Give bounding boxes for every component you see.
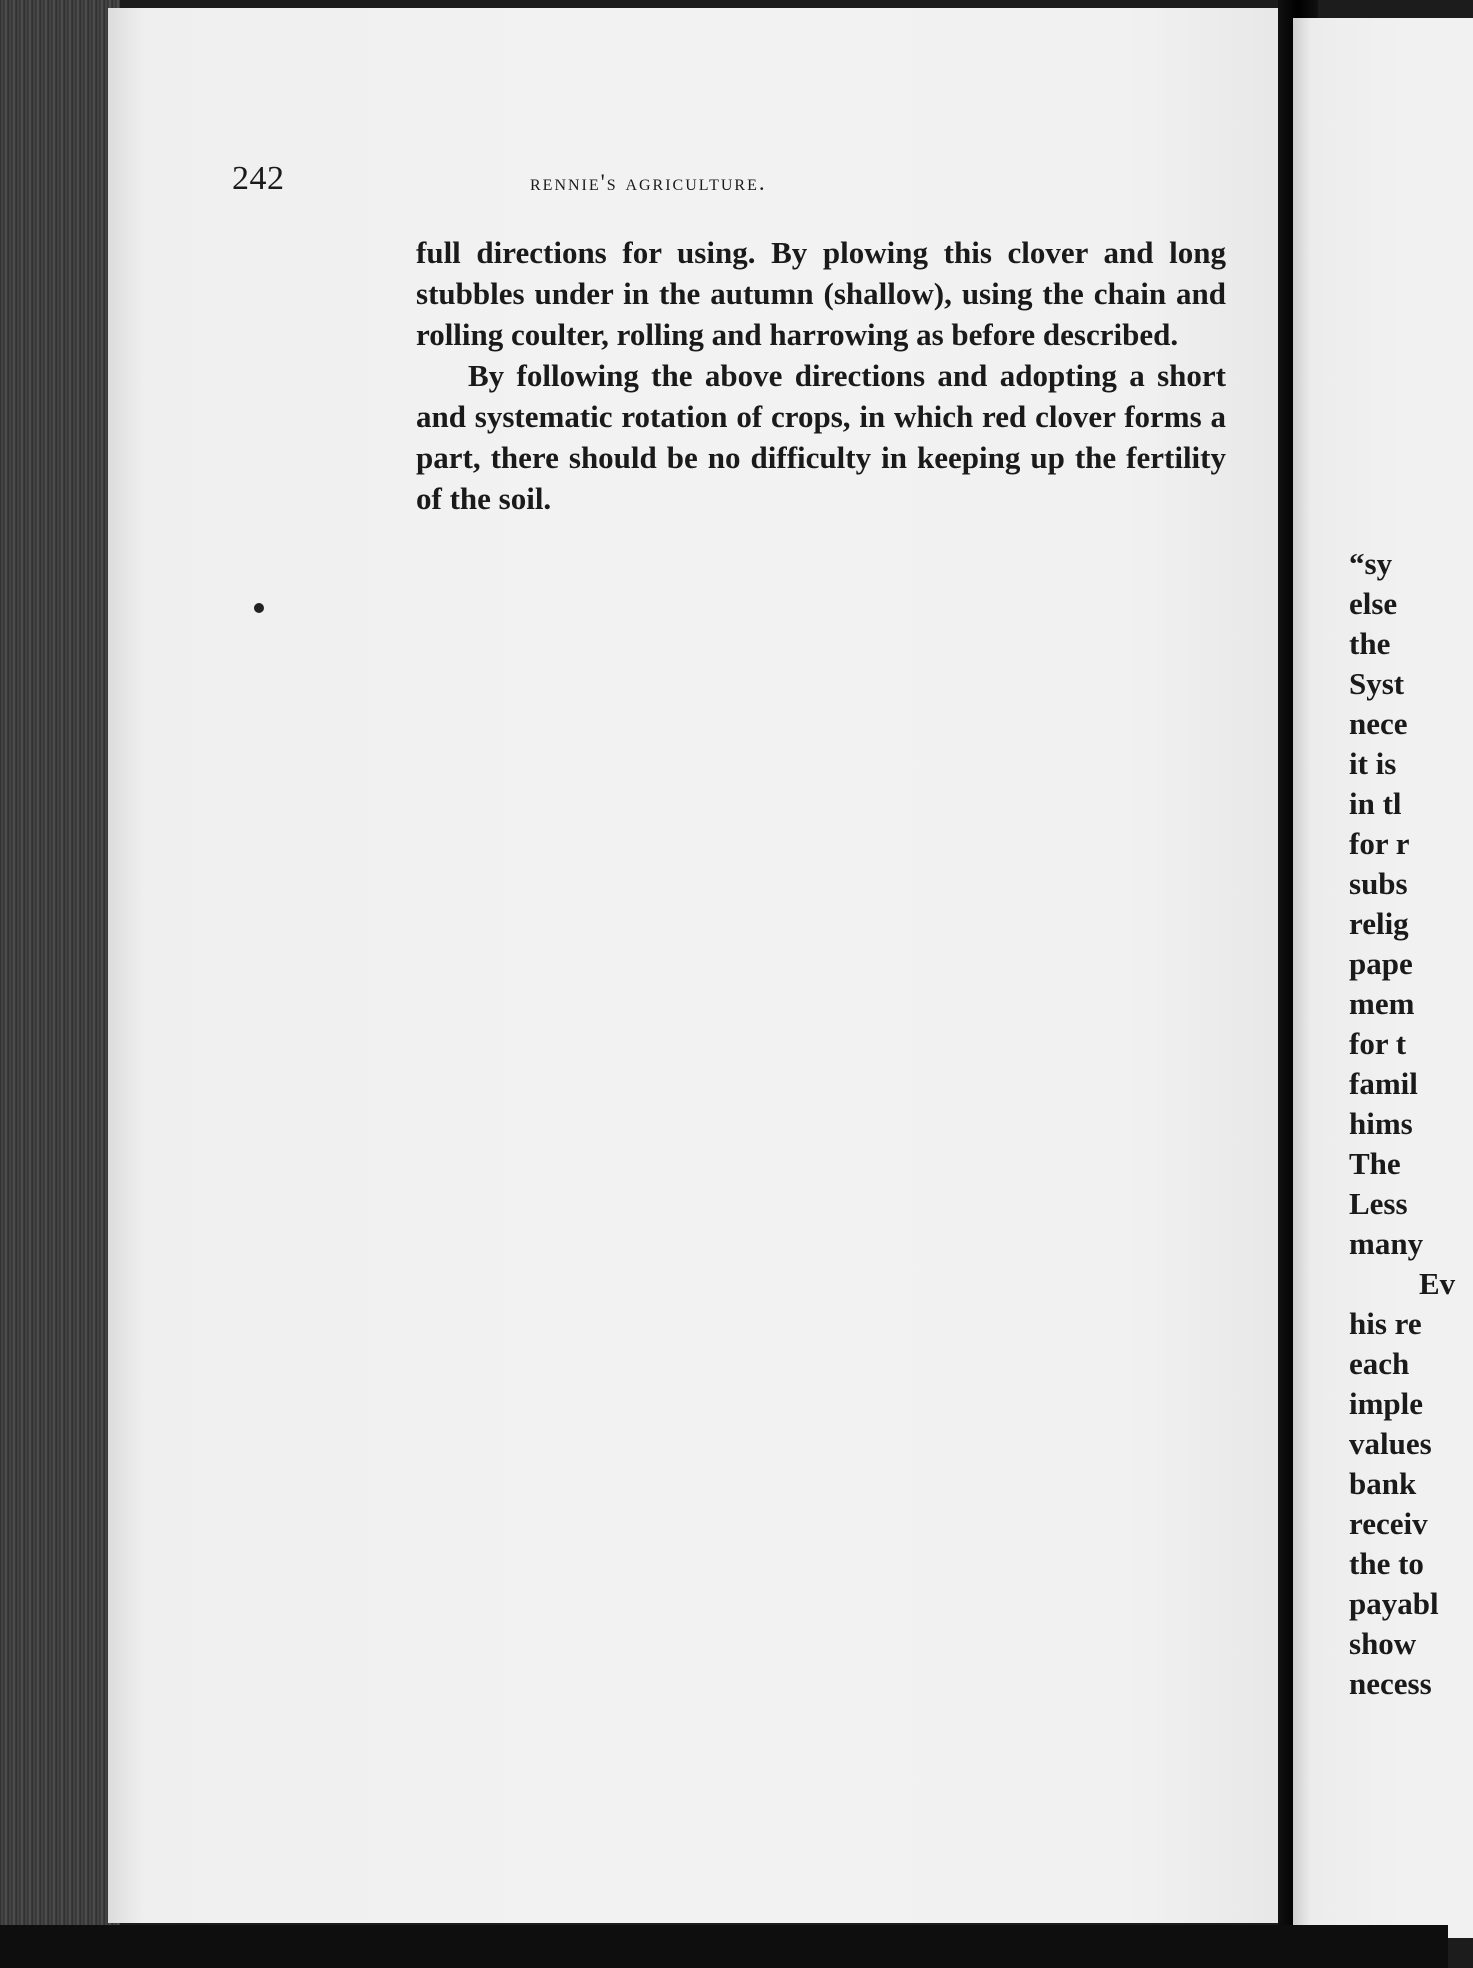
right-line: hims xyxy=(1349,1106,1413,1141)
right-line: relig xyxy=(1349,906,1409,941)
right-line: necess xyxy=(1349,1666,1432,1701)
right-line: mem xyxy=(1349,986,1415,1021)
paragraph: By following the above directions and adopting a short and systematic rotation of crops, in which red clover forms a part, there should be no difficulty in keeping up the fertility of the soil. xyxy=(416,358,1226,516)
right-line: for t xyxy=(1349,1026,1407,1061)
bottom-shadow xyxy=(0,1925,1448,1968)
right-line: for r xyxy=(1349,826,1410,861)
right-line: each xyxy=(1349,1346,1410,1381)
right-line: pape xyxy=(1349,946,1413,981)
book-page-edges xyxy=(0,0,120,1968)
right-line: “sy xyxy=(1349,546,1393,581)
right-line: payabl xyxy=(1349,1586,1439,1621)
right-page-text xyxy=(1349,544,1459,1704)
paragraph: full directions for using. By plowing this clover and long stubbles under in the autumn (shallow), using the chain and rolling coulter, rolling and harrowing as before described. xyxy=(416,235,1226,352)
right-line: else xyxy=(1349,586,1398,621)
right-line: many xyxy=(1349,1226,1424,1261)
right-line: the xyxy=(1349,626,1391,661)
running-head: rennie's agriculture. xyxy=(530,170,767,195)
ink-speck xyxy=(254,603,264,613)
right-line: famil xyxy=(1349,1066,1418,1101)
body-text xyxy=(416,232,1226,519)
right-line: subs xyxy=(1349,866,1408,901)
right-line: the to xyxy=(1349,1546,1424,1581)
right-line: Ev xyxy=(1419,1266,1456,1301)
right-line: in tl xyxy=(1349,786,1402,821)
right-line: Less xyxy=(1349,1186,1408,1221)
right-line: nece xyxy=(1349,706,1408,741)
right-line: imple xyxy=(1349,1386,1424,1421)
right-line: The xyxy=(1349,1146,1401,1181)
right-line: his re xyxy=(1349,1306,1422,1341)
right-line: show xyxy=(1349,1626,1417,1661)
right-line: receiv xyxy=(1349,1506,1428,1541)
right-line: it is xyxy=(1349,746,1397,781)
right-line: bank xyxy=(1349,1466,1417,1501)
right-line: values xyxy=(1349,1426,1432,1461)
right-line: Syst xyxy=(1349,666,1405,701)
page-number: 242 xyxy=(232,160,285,197)
